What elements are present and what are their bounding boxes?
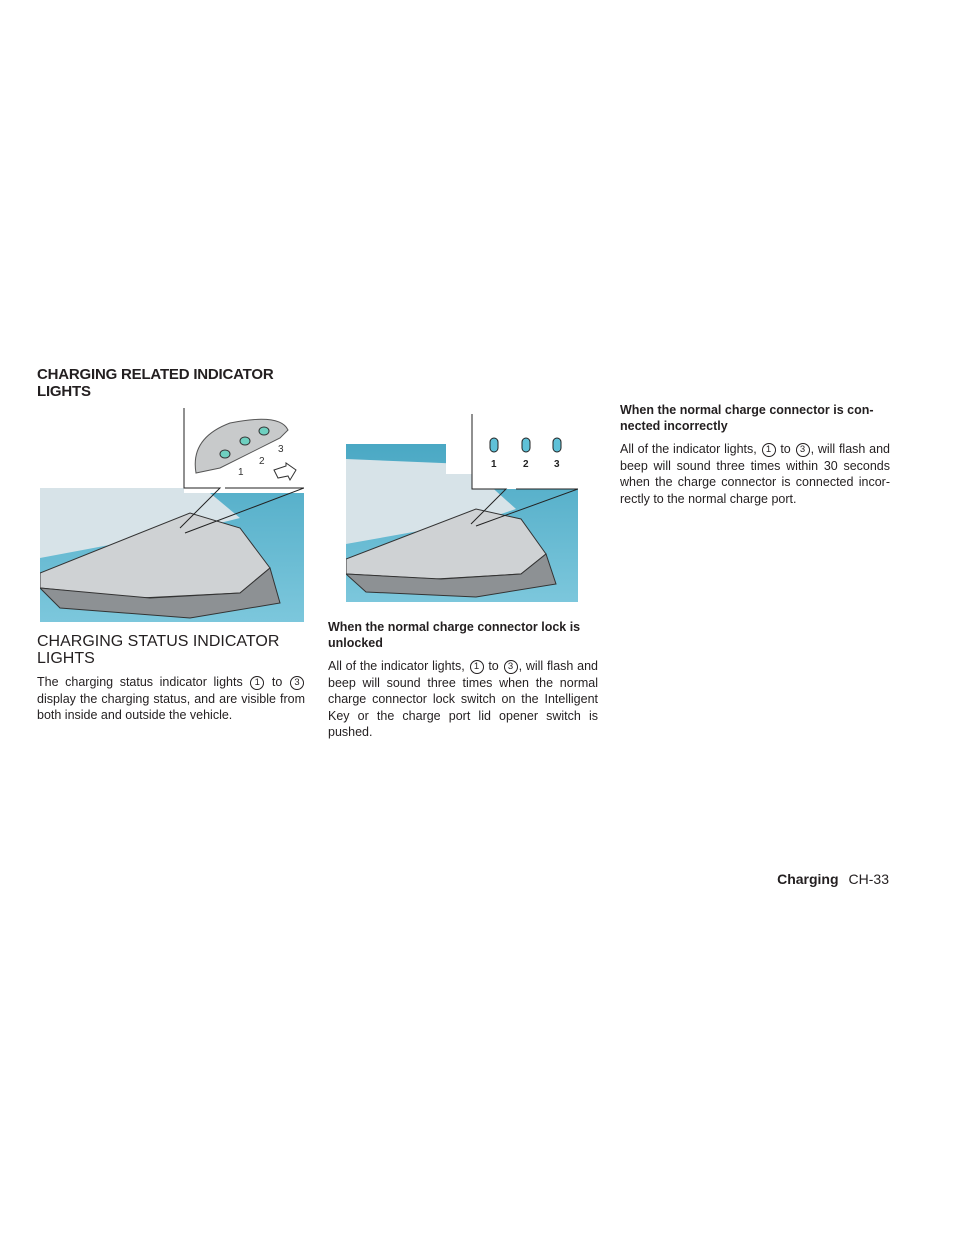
light-label-1: 1: [491, 459, 497, 470]
subsection-title: CHARGING STATUS INDICATOR LIGHTS: [37, 633, 280, 667]
light-label-3: 3: [554, 459, 560, 470]
indicator-lights-illustration: [40, 408, 304, 622]
light-label-2: 2: [259, 456, 265, 467]
unlocked-heading: When the normal charge connector lock is unlocked: [328, 620, 581, 650]
incorrect-heading: When the normal charge connector is con-nected incorrectly: [620, 403, 874, 433]
light-label-1: 1: [238, 467, 244, 478]
unlocked-text: All of the indicator lights, 1 to 3 , will flash and beep will sound three times when the normal charge connector lock switch on the Intelligent Key or the charge port lid opener switch is pushed.: [328, 659, 599, 739]
light-label-2: 2: [523, 459, 529, 470]
section-title: CHARGING RELATED INDICATOR LIGHTS: [37, 366, 274, 400]
page-footer: [777, 871, 889, 887]
flashing-lights-illustration: [346, 414, 578, 602]
subsection-text: The charging status indicator lights 1 to 3 display the charging status, and are visible from both inside and outside the vehicle.: [37, 675, 305, 722]
incorrect-text: All of the indicator lights, 1 to 3 , will flash and beep will sound three times within 30 seconds when the charge connector is connected incor-rectly to the normal charge port.: [620, 442, 891, 506]
page-number: CH-33: [848, 871, 889, 887]
light-label-3: 3: [278, 444, 284, 455]
footer-section: Charging: [777, 871, 839, 887]
